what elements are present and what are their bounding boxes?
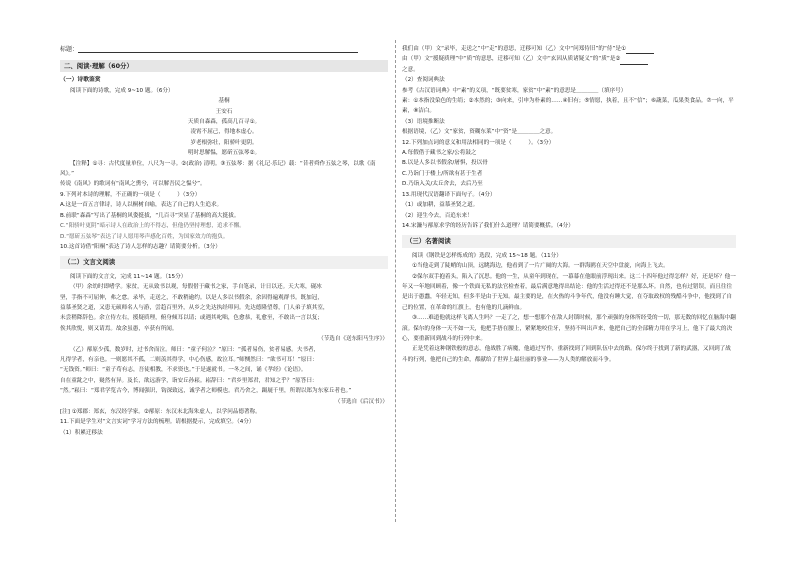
q9-option[interactable]: B.前联“森森”写出了基桐的风姿挺拔，“几百寻”突显了基桐的高大挺拔。 (60, 212, 240, 219)
answer-blank[interactable] (620, 59, 648, 65)
classical-intro: 阅读下面的文言文，完成 11~14 题。（15分） (70, 273, 187, 280)
title-blank[interactable] (78, 46, 358, 53)
source-a: （节选自《送东阳马生序》） (318, 336, 388, 343)
q9-option[interactable]: A.这是一首五言律诗，诗人以桐树自喻，表达了自己的人生追求。 (60, 202, 223, 209)
q12-option[interactable]: C.乃诣门于楼上/所欲有甚于生者 (402, 170, 483, 177)
passage-a-line: 俟其欣悦，则又请焉。故余虽愚，卒获有所闻。 (60, 325, 178, 332)
passage-a-line: 坚，手指不可屈伸，弗之怠。录毕，走送之，不敢稍逾约。以是人多以书假余，余因得遍观群书。既加冠， (60, 294, 323, 301)
question-11: 11.下面是学生对“文言实词”学习方法的梳理。请根据提示，完成填空。（4分） (60, 419, 255, 426)
q13-item: （2）迎生今去，百追东来！ (402, 212, 473, 219)
q11-cont-1: 我们由（甲）文“录毕，走送之”中“走”的意思，迁移可知（乙）文中“问郑侍旧”的“侍”是① (402, 44, 736, 54)
question-14: 14.宋濂与邴原求学的经历告诉了我们什么道理？请简要概括。（4分） (402, 222, 574, 229)
source-b: （节选自《后汉书》） (334, 398, 388, 405)
question-13: 13.用现代汉语翻译下面句子。（4分） (402, 191, 496, 198)
section3-heading: （三）名著阅读 (402, 235, 736, 247)
excerpt-paragraph: 正是凭着这种钢铁般的意志，他战胜了病魔，他通过写作，重新找到了回到队伍中去的路。保尔终于找到了新的武器，又回到了战斗的行列，他把自己的生命，都献给了世界上最壮丽的事业——为人类的解放而斗争。 (402, 346, 731, 363)
method-2-text: 参考《古汉语词典》中“素”的义项，“既要贫寒，家贫”中“素”的意思是＿＿＿＿（填序号） (402, 87, 627, 94)
passage-b-line: “无钱资。”师曰：“童子苟有志，吾徒相教，不求资也。”于是遂就书。一冬之间，诵《孝经》《论语》。 (60, 367, 307, 374)
q13-item: （1）或加耕，益慕圣贤之道。 (402, 202, 479, 209)
section3-intro: 阅读《钢铁是怎样炼成的》选段，完成 15~18 题。（11分） (412, 252, 562, 259)
passage-a-line: （甲）余幼时即嗜学。家贫，无从致书以观，每假借于藏书之家，手自笔录，计日以还。天大寒，砚冰 (70, 284, 322, 291)
q11-sub: （1）积累迁移法 (60, 429, 103, 436)
excerpt-paragraph: ③……难道他就这样飞离人生吗？一走了之，想一想那个在敌人封锁时候，那个顽强的身体所经受的一切，那无数的回忆在脑海中翻滚。保尔的身体一天不如一天，他把手捂在腰上，紧紧地咬住牙，坚持不叫出声来，他把自己的全部精力用在学习上，他下了最大的决心，要重新回到战斗的行列中来。 (402, 315, 736, 342)
poem-note: 传说《南风》的歌词有“南风之熏兮，可以解吾民之愠兮”。 (60, 181, 206, 188)
method-3-heading: （3）语境推断法 (402, 118, 445, 125)
question-12: 12.下列加点词的意义和用法相同的一项是（ ）。（3分） (402, 139, 555, 146)
poem-line: 天质自森森，孤高几百寻①。 (187, 119, 261, 126)
method-2-definitions: 素：①本指没染色的生绢；②本然的；③向来，引申为朴素的……④旧有；⑤情愿，执着，且不“信”；⑥蔬菜，瓜果类食品。⑦一向，平素，⑧洁白。 (402, 98, 734, 115)
q12-option[interactable]: D.乃诣入关/太丘舍去，去后乃至 (402, 181, 483, 188)
q12-option[interactable]: B.以是人多以书假余/屠惧，投以骨 (402, 160, 488, 167)
poem-note: 【注释】①寻：古代度量单位，八尺为一寻。②(政治) 清明。③五弦琴：据《礼记·乐记》载：“昔者舜作五弦之琴，以歌《南风》。” (60, 160, 376, 178)
excerpt-paragraph: ②保尔双手抱着头，陷入了沉思。他的一生，从童年到现在，一幕幕在他眼前浮现出来。这二十四年他过得怎样？好，还是坏？他一年又一年地回顾着，像一个铁面无私的法官检查着，最后满意地得出结论：他的生活过得还不是那么坏。自然，也有过错误，而且往往是出于愚蠢，年轻无知，但多半是由于无知。最主要的是，在火热的斗争年代，他没有睡大觉，在夺取政权的残酷斗争中，他找到了自己的位置，在革命的红旗上，也有他的几滴鲜血。 (402, 273, 736, 311)
classical-heading: （二）文言文阅读 (60, 256, 388, 268)
poem-title: 基桐 (218, 98, 230, 105)
title-field (60, 44, 388, 53)
title-label: 标题： (60, 46, 79, 53)
question-9: 9.下列对本诗的理解，不正确的一项是（ ）（3分） (60, 191, 201, 198)
poem-author: 王安石 (215, 108, 233, 115)
passage-b-line: 凡得学者，有亲也。一则愿其不孤，二则羡其得学，中心伤感，故泣耳。”师恻然曰：“欲书可耳！”原曰： (60, 356, 318, 363)
poetry-heading: （一）诗歌鉴赏 (60, 77, 101, 84)
poem-line: 岁老根弥壮，阳骄叶更阴。 (190, 139, 258, 146)
method-3-text: 根据语境，（乙）文“家贫，资糊东莱”中“资”是＿＿＿＿之意。 (402, 129, 557, 136)
method-2-heading: （2）查阅词典法 (402, 77, 445, 84)
q11-cont-3: 之意。 (402, 66, 419, 73)
poetry-intro: 阅读下面的诗歌，完成 9~10 题。（6分） (70, 87, 174, 94)
column-divider (395, 40, 396, 522)
question-10: 10.这首诗借“阳桐”表达了诗人怎样的志趣？请简要分析。（3分） (60, 243, 221, 250)
footnote: [注] ①郑郡：郑玄，东汉经学家。②邴原：东汉末北海朱虚人，以学问品德著称。 (60, 409, 261, 415)
left-column (60, 56, 388, 438)
q9-option[interactable]: D.“愿斫五弦琴”表达了诗人愿用琴声感化百姓，为国家效力的抱负。 (60, 233, 229, 240)
excerpt-paragraph: ①当他走到了陡峭的山顶，远眺海边，他看到了一片广阔的大海。一群海鸥在天空中盘旋，向海上飞去。 (412, 263, 669, 270)
poem-line: 明时思解愠，愿斫五弦琴②。 (187, 150, 261, 157)
q12-option[interactable]: A.每假借于藏书之家/公将鼓之 (402, 150, 477, 157)
passage-a-line: 益慕圣贤之道，又患无硕师名人与游，尝趋百里外，从乡之先达执经叩问。先达德隆望尊，门人弟子填其室， (60, 304, 329, 311)
q11-cont-2: 由（甲）文“援疑质理”中“质”的意思，迁移可知（乙）文中“玄因从质诸疑义”的“质”是② (402, 54, 736, 64)
q9-option[interactable]: C.“阳骄叶更阴”暗示诗人在政治上的不得志，但他仍坚持理想，追求不懈。 (60, 223, 245, 230)
right-column (402, 44, 736, 365)
poem-line: 凌霄不屈己，得地本虚心。 (190, 129, 258, 136)
passage-b-line: “然。”崧曰：“郑君学览古今，博闻强识，钩深致远，诚学者之师模也。君乃舍之，蹑屣千里，所谓以郑为东家丘者也。” (60, 388, 352, 395)
passage-b-line: （乙）邴原少孤，数岁时，过书舍而泣。师曰：“童子何泣？”原曰：“孤者易伤，贫者易感。夫书者， (70, 346, 320, 353)
passage-a-line: 未尝稍降辞色。余立侍左右，援疑质理，俯身倾耳以请；或遇其叱咄，色愈恭，礼愈至，不敢出一言以复； (60, 315, 323, 322)
passage-b-line: 自在童龀之中，嶷然有异。及长，欲远游学，诣安丘孙崧。崧辞曰：“君乡里郑君，君知之乎？”原答曰： (60, 377, 318, 384)
section-heading: 二、阅读·理解（60分） (60, 60, 388, 72)
